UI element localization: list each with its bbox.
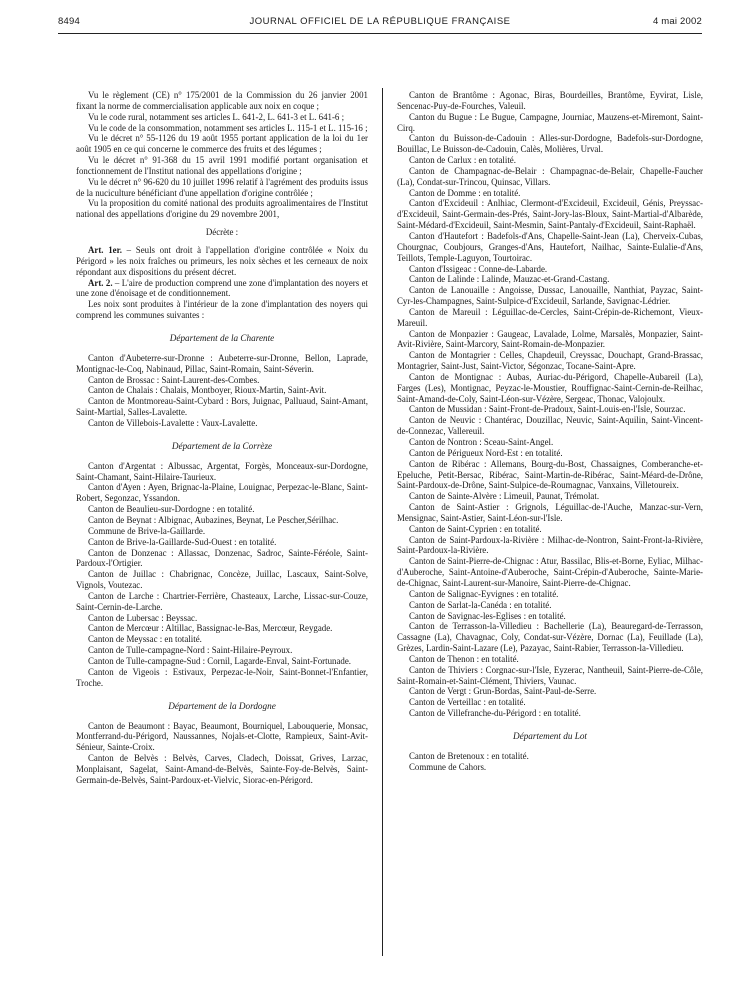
section-heading-correze: Département de la Corrèze (171, 440, 273, 451)
canton-entry: Canton de Thiviers : Corgnac-sur-l'Isle, Eyzerac, Nantheuil, Saint-Pierre-de-Côle, Saint-Romain-et-Saint-Clément, Thiviers, Vaunac. (397, 664, 703, 686)
canton-entry: Canton de Beynat : Albignac, Aubazines, Beynat, Le Pescher,Sérilhac. (88, 515, 339, 525)
canton-entry: Canton de Thenon : en totalité. (409, 653, 519, 664)
canton-entry: Canton de Monpazier : Gaugeac, Lavalade, Lolme, Marsalès, Monpazier, Saint-Avit-Rivière, Saint-Marcory, Saint-Romain-de-Monpazier. (397, 328, 703, 350)
canton-entry: Canton de Larche : Chartrier-Ferrière, Chasteaux, Larche, Lissac-sur-Couze, Saint-Cernin-de-Larche. (76, 590, 368, 612)
canton-entry: Canton du Buisson-de-Cadouin : Alles-sur-Dordogne, Badefols-sur-Dordogne, Bouillac, Le Buisson-de-Cadouin, Calès, Molières, Urval. (397, 133, 703, 155)
canton-entry: Canton de Périgueux Nord-Est : en totalité. (409, 447, 563, 458)
canton-entry: Canton de Saint-Pardoux-la-Rivière : Milhac-de-Nontron, Saint-Front-la-Rivière, Saint-Pardoux-la-Rivière. (397, 534, 703, 556)
canton-entry: Canton de Champagnac-de-Belair : Champagnac-de-Belair, Chapelle-Faucher (La), Condat-sur-Trincou, Quinsac, Villars. (397, 165, 703, 187)
lot-list (397, 751, 703, 773)
canton-entry: Canton de Lalinde : Lalinde, Mauzac-et-Grand-Castang. (409, 274, 610, 285)
vu-list (76, 90, 368, 220)
page-header (58, 16, 702, 34)
canton-entry: Canton de Bretenoux : en totalité. (409, 750, 529, 761)
canton-entry: Canton de Salignac-Eyvignes : en totalité. (409, 588, 559, 599)
canton-entry: Canton de Lubersac : Beyssac. (88, 612, 198, 623)
vu-paragraph: Vu le code de la consommation, notamment ses articles L. 115-1 et L. 115-16 ; (88, 122, 368, 133)
vu-paragraph: Vu la proposition du comité national des produits agroalimentaires de l'Institut national des appellations d'origine du 29 novembre 2001, (76, 198, 368, 220)
right-column (397, 90, 703, 773)
article-2 (76, 278, 368, 300)
canton-entry: Canton de Tulle-campagne-Nord : Saint-Hilaire-Peyroux. (88, 645, 293, 656)
article-2-label: Art. 2. (88, 277, 113, 288)
decrete-label: Décrète : (205, 227, 239, 238)
canton-entry: Canton de Villebois-Lavalette : Vaux-Lavalette. (88, 417, 258, 428)
canton-entry: Canton de Saint-Pierre-de-Chignac : Atur, Bassilac, Blis-et-Borne, Eyliac, Milhac-d'Auberoche, Saint-Antoine-d'Auberoche, Saint-Crépin-d'Auberoche, Sainte-Marie-de-Chignac, Saint-Laurent-sur-Manoire, Saint-Pierre-de-Chignac. (397, 556, 703, 588)
canton-entry: Commune de Brive-la-Gaillarde. (88, 525, 206, 536)
canton-entry: Canton d'Hautefort : Badefols-d'Ans, Chapelle-Saint-Jean (La), Cherveix-Cubas, Chourgnac, Coubjours, Granges-d'Ans, Hautefort, Nailhac, Sainte-Eulalie-d'Ans, Teillots, Temple-Laguyon, Tourtoirac. (397, 230, 703, 263)
canton-entry: Canton de Brossac : Saint-Laurent-des-Combes. (88, 374, 260, 385)
dordogne-list-continued (397, 90, 703, 719)
canton-entry: Canton de Tulle-campagne-Sud : Cornil, Lagarde-Enval, Saint-Fortunade. (88, 655, 351, 666)
vu-paragraph: Vu le décret n° 55-1126 du 19 août 1955 portant application de la loi du 1er août 1905 en ce qui concerne le commerce des fruits et des légumes ; (76, 133, 368, 155)
header-rule (58, 33, 702, 34)
canton-entry: Canton de Vigeois : Estivaux, Perpezac-le-Noir, Saint-Bonnet-l'Enfantier, Troche. (76, 666, 368, 688)
section-heading-lot: Département du Lot (512, 730, 587, 741)
canton-entry: Canton de Montagrier : Celles, Chapdeuil, Creyssac, Douchapt, Grand-Brassac, Montagrier, Saint-Just, Saint-Victor, Ségonzac, Tocane-Saint-Apre. (397, 350, 703, 372)
vu-paragraph: Vu le décret n° 91-368 du 15 avril 1991 modifié portant organisation et fonctionnement de l'Institut national des appellations d'origine ; (76, 155, 368, 176)
article-2-paragraph: Les noix sont produites à l'intérieur de la zone d'implantation des noyers qui comprend les communes suivantes : (76, 299, 368, 321)
correze-list (76, 461, 368, 689)
canton-entry: Canton de Vergt : Grun-Bordas, Saint-Paul-de-Serre. (409, 686, 597, 697)
canton-entry: Canton de Mareuil : Léguillac-de-Cercles, Saint-Crépin-de-Richemont, Vieux-Mareuil. (397, 306, 703, 328)
canton-entry: Canton de Montmoreau-Saint-Cybard : Bors, Juignac, Palluaud, Saint-Amant, Saint-Martial, Salles-Lavalette. (76, 396, 368, 418)
canton-entry: Canton de Sarlat-la-Canéda : en totalité. (409, 599, 552, 610)
issue-date: 4 mai 2002 (652, 16, 702, 27)
vu-paragraph: Vu le décret n° 96-620 du 10 juillet 1996 relatif à l'agrément des produits issus de la nuciculture bénéficiant d'une appellation d'origine contrôlée ; (76, 176, 368, 198)
canton-entry: Canton de Neuvic : Chantérac, Douzillac, Neuvic, Saint-Aquilin, Saint-Vincent-de-Connezac, Vallereuil. (397, 415, 703, 437)
column-divider (382, 88, 383, 956)
canton-entry: Canton d'Aubeterre-sur-Dronne : Aubeterre-sur-Dronne, Bellon, Laprade, Montignac-le-Coq, Nabinaud, Pillac, Saint-Romain, Saint-Séverin. (76, 352, 368, 374)
article-1 (76, 245, 368, 278)
vu-paragraph: Vu le règlement (CE) n° 175/2001 de la Commission du 26 janvier 2001 fixant la norme de commercialisation applicable aux noix en coque ; (76, 90, 368, 111)
article-1-text: – Seuls ont droit à l'appellation d'origine contrôlée « Noix du Périgord » les noix fraîches ou primeurs, les noix sèches et les cerneaux de noix répondant aux dispositions du présent décret. (76, 244, 368, 277)
canton-entry: Canton de Villefranche-du-Périgord : en totalité. (409, 708, 581, 719)
canton-entry: Canton de Donzenac : Allassac, Donzenac, Sadroc, Sainte-Féréole, Saint-Pardoux-l'Ortigier. (76, 547, 368, 569)
dordogne-list (76, 721, 368, 786)
left-column (76, 90, 368, 786)
section-heading-charente: Département de la Charente (169, 332, 275, 343)
canton-entry: Canton de Beaulieu-sur-Dordogne : en totalité. (88, 504, 255, 515)
canton-entry: Canton de Mercœur : Altillac, Bassignac-le-Bas, Mercœur, Reygade. (88, 623, 333, 634)
canton-entry: Canton d'Excideuil : Anlhiac, Clermont-d'Excideuil, Excideuil, Génis, Preyssac-d'Excideuil, Saint-Germain-des-Prés, Saint-Jory-las-Bloux, Saint-Martial-d'Albarède, Saint-Médard-d'Excideuil, Saint-Mesmin, Saint-Pantaly-d'Excideuil, Saint-Raphaël. (397, 198, 703, 231)
charente-list (76, 353, 368, 429)
canton-entry: Canton de Lanouaille : Angoisse, Dussac, Lanouaille, Nanthiat, Payzac, Saint-Cyr-les-Champagnes, Saint-Sulpice-d'Excideuil, Sarlande, Savignac-Lédrier. (397, 285, 703, 307)
canton-entry: Canton de Nontron : Sceau-Saint-Angel. (409, 437, 554, 447)
article-2-text: – L'aire de production comprend une zone d'implantation des noyers et une zone d'énoisage et de conditionnement. (76, 277, 368, 299)
canton-entry: Canton de Belvès : Belvès, Carves, Cladech, Doissat, Grives, Larzac, Monplaisant, Sagelat, Saint-Amand-de-Belvès, Sainte-Foy-de-Belvès, Saint-Germain-de-Belvès, Saint-Pardoux-et-Vielvic, Siorac-en-Périgord. (76, 753, 368, 785)
canton-entry: Canton d'Argentat : Albussac, Argentat, Forgès, Monceaux-sur-Dordogne, Saint-Chamant, Saint-Hilaire-Taurieux. (76, 460, 368, 482)
canton-entry: Canton d'Ayen : Ayen, Brignac-la-Plaine, Louignac, Perpezac-le-Blanc, Saint-Robert, Segonzac, Yssandon. (76, 482, 368, 504)
canton-entry: Canton de Domme : en totalité. (409, 187, 521, 198)
vu-paragraph: Vu le code rural, notamment ses articles L. 641-2, L. 641-3 et L. 641-6 ; (88, 111, 345, 122)
canton-entry: Canton de Saint-Cyprien : en totalité. (409, 523, 542, 534)
canton-entry: Canton de Brive-la-Gaillarde-Sud-Ouest : en totalité. (88, 536, 277, 547)
page-number: 8494 (58, 16, 80, 27)
canton-entry: Canton de Juillac : Chabrignac, Concèze, Juillac, Lascaux, Saint-Solve, Vignols, Voutezac. (76, 569, 368, 591)
article-1-label: Art. 1er. (88, 244, 122, 255)
canton-entry: Canton d'Issigeac : Conne-de-Labarde. (409, 263, 548, 274)
canton-entry: Canton de Meyssac : en totalité. (88, 634, 202, 645)
journal-title: JOURNAL OFFICIEL DE LA RÉPUBLIQUE FRANÇAISE (249, 16, 511, 27)
canton-entry: Canton de Montignac : Aubas, Auriac-du-Périgord, Chapelle-Aubareil (La), Farges (Les), Montignac, Peyzac-le-Moustier, Rouffignac-Saint-Cernin-de-Reilhac, Saint-Amand-de-Coly, Saint-Léon-sur-Vézère, Sergeac, Thonac, Valojoulx. (397, 371, 703, 404)
canton-entry: Canton de Brantôme : Agonac, Biras, Bourdeilles, Brantôme, Eyvirat, Lisle, Sencenac-Puy-de-Fourches, Valeuil. (397, 90, 703, 111)
canton-entry: Canton de Terrasson-la-Villedieu : Bachellerie (La), Beauregard-de-Terrasson, Cassagne (La), Chavagnac, Coly, Condat-sur-Vézère, Dornac (La), Feuillade (La), Grèzes, Lardin-Saint-Lazare (Le), Pazayac, Saint-Rabier, Terrasson-la-Villedieu. (397, 621, 703, 654)
canton-entry: Canton de Savignac-les-Eglises : en totalité. (409, 610, 566, 621)
canton-entry: Canton de Carlux : en totalité. (409, 155, 516, 166)
canton-entry: Canton de Mussidan : Saint-Front-de-Pradoux, Saint-Louis-en-l'Isle, Sourzac. (409, 404, 686, 415)
canton-entry: Commune de Cahors. (409, 761, 487, 772)
canton-entry: Canton de Ribérac : Allemans, Bourg-du-Bost, Chassaignes, Comberanche-et-Epeluche, Petit-Bersac, Ribérac, Saint-Martin-de-Ribérac, Saint-Méard-de-Drône, Saint-Pardoux-de-Drône, Saint-Sulpice-de-Roumagnac, Vanxains, Villetoureix. (397, 458, 703, 491)
canton-entry: Canton de Verteillac : en totalité. (409, 697, 526, 708)
canton-entry: Canton de Sainte-Alvère : Limeuil, Paunat, Trémolat. (409, 491, 600, 502)
canton-entry: Canton de Saint-Astier : Grignols, Léguillac-de-l'Auche, Manzac-sur-Vern, Mensignac, Saint-Astier, Saint-Léon-sur-l'Isle. (397, 502, 703, 523)
canton-entry: Canton du Bugue : Le Bugue, Campagne, Journiac, Mauzens-et-Miremont, Saint-Cirq. (397, 111, 703, 133)
canton-entry: Canton de Beaumont : Bayac, Beaumont, Bourniquel, Labouquerie, Monsac, Montferrand-du-Périgord, Naussannes, Nojals-et-Clotte, Rampieux, Saint-Avit-Sénieur, Sainte-Croix. (76, 720, 368, 753)
section-heading-dordogne: Département de la Dordogne (168, 700, 276, 711)
canton-entry: Canton de Chalais : Chalais, Montboyer, Rioux-Martin, Saint-Avit. (88, 385, 327, 396)
